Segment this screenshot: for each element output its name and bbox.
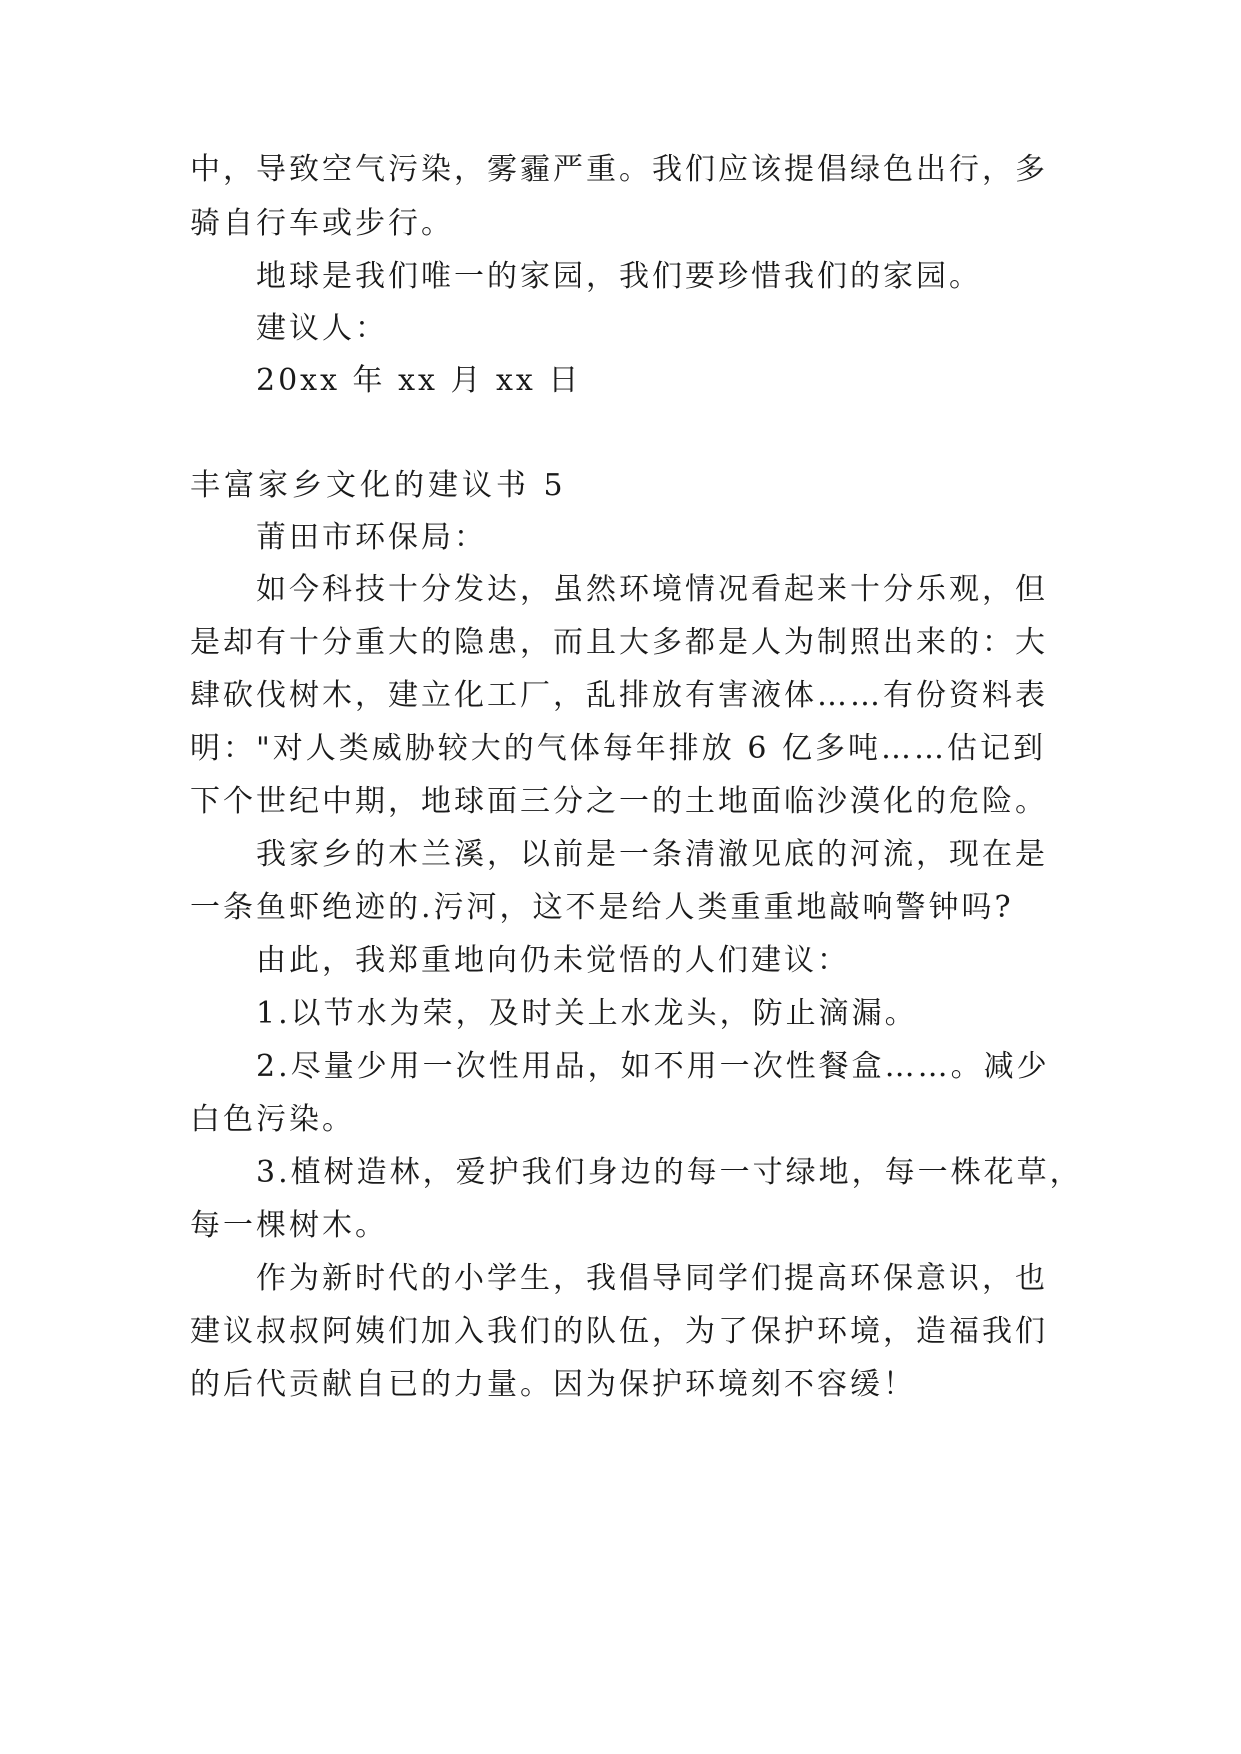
list-item: 2.尽量少用一次性用品，如不用一次性餐盒……。减少 (256, 1049, 1050, 1084)
paragraph-line: 建议叔叔阿姨们加入我们的队伍，为了保护环境，造福我们 (190, 1314, 1048, 1349)
paragraph-line: 是却有十分重大的隐患，而且大多都是人为制照出来的：大 (190, 625, 1048, 660)
signature-label: 建议人： (256, 311, 388, 346)
date-line: 20xx 年 xx 月 xx 日 (256, 363, 582, 398)
paragraph-line: 骑自行车或步行。 (190, 206, 454, 241)
paragraph-line: 白色污染。 (190, 1102, 355, 1137)
section-title: 丰富家乡文化的建议书 5 (190, 468, 567, 503)
paragraph-line: 下个世纪中期，地球面三分之一的土地面临沙漠化的危险。 (190, 784, 1048, 819)
paragraph-line: 明："对人类威胁较大的气体每年排放 6 亿多吨……估记到 (190, 731, 1046, 766)
paragraph-line: 每一棵树木。 (190, 1208, 388, 1243)
salutation: 莆田市环保局： (256, 520, 487, 555)
paragraph-line: 一条鱼虾绝迹的.污河，这不是给人类重重地敲响警钟吗? (190, 890, 1014, 925)
paragraph-line: 由此，我郑重地向仍未觉悟的人们建议： (256, 943, 850, 978)
paragraph-line: 的后代贡献自已的力量。因为保护环境刻不容缓！ (190, 1367, 916, 1402)
paragraph-line: 我家乡的木兰溪，以前是一条清澈见底的河流，现在是 (256, 837, 1048, 872)
list-item: 3.植树造林，爱护我们身边的每一寸绿地，每一株花草， (256, 1155, 1083, 1190)
list-item: 1.以节水为荣，及时关上水龙头，防止滴漏。 (256, 996, 918, 1031)
paragraph-line: 肆砍伐树木，建立化工厂，乱排放有害液体……有份资料表 (190, 678, 1048, 713)
paragraph-line: 中，导致空气污染，雾霾严重。我们应该提倡绿色出行，多 (190, 152, 1048, 187)
paragraph-line: 作为新时代的小学生，我倡导同学们提高环保意识，也 (256, 1261, 1048, 1296)
closing-text: 地球是我们唯一的家园，我们要珍惜我们的家园。 (256, 259, 982, 294)
paragraph-line: 如今科技十分发达，虽然环境情况看起来十分乐观，但 (256, 572, 1048, 607)
